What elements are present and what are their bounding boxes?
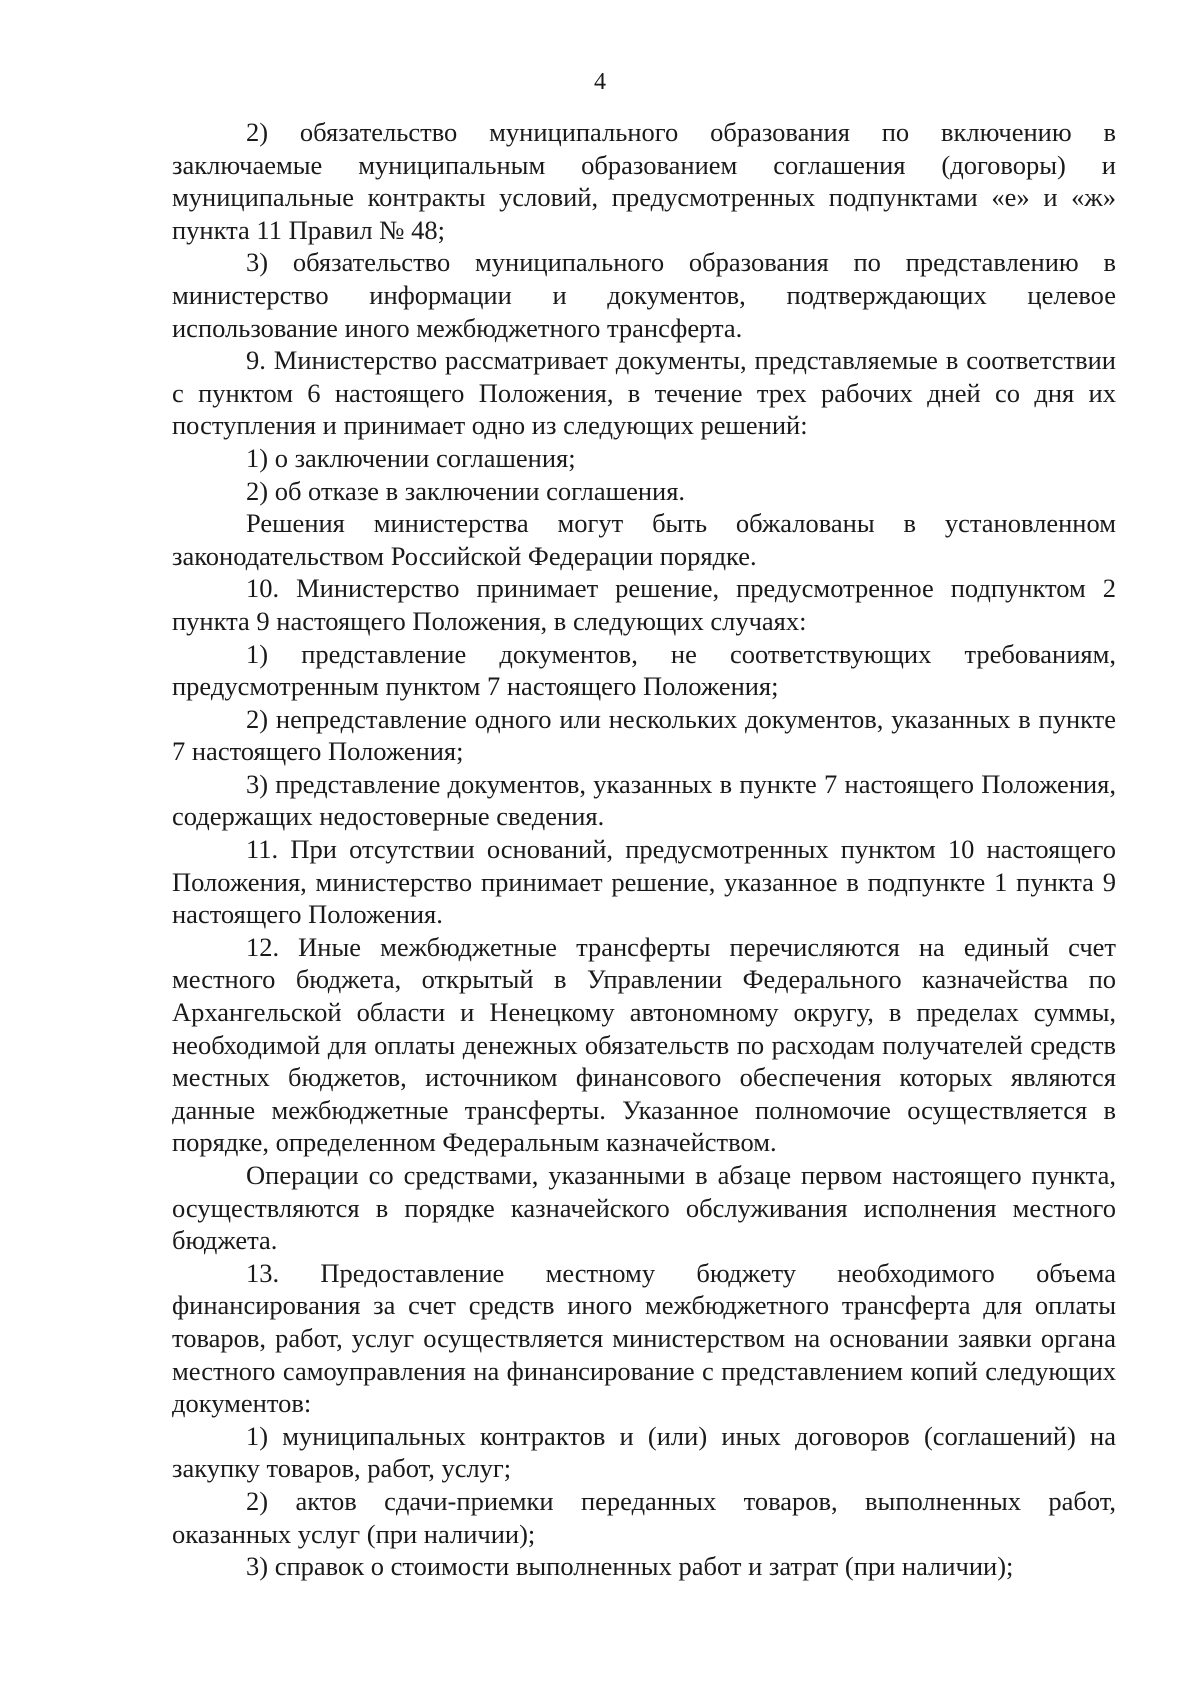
paragraph-clause-8-3: 3) обязательство муниципального образования по представлению в министерство информации и документов, подтверждающих целевое использование иного межбюджетного трансферта. <box>172 247 1116 343</box>
paragraph-appeal: Решения министерства могут быть обжалованы в установленном законодательством Российской Федерации порядке. <box>172 508 1116 571</box>
paragraph-clause-9: 9. Министерство рассматривает документы, представляемые в соответствии с пунктом 6 настоящего Положения, в течение трех рабочих дней со дня их поступления и принимает одно из следующих решений: <box>172 345 1116 441</box>
paragraph-clause-11: 11. При отсутствии оснований, предусмотренных пунктом 10 настоящего Положения, министерство принимает решение, указанное в подпункте 1 пункта 9 настоящего Положения. <box>172 834 1116 930</box>
paragraph-clause-12: 12. Иные межбюджетные трансферты перечисляются на единый счет местного бюджета, открытый в Управлении Федерального казначейства по Архангельской области и Ненецкому автономному округу, в пределах суммы, необходимой для оплаты денежных обязательств по расходам получателей средств местных бюджетов, источником финансового обеспечения которых являются данные межбюджетные трансферты. Указанное полномочие осуществляется в порядке, определенном Федеральным казначейством. <box>172 931 1116 1158</box>
paragraph-clause-12-operations: Операции со средствами, указанными в абзаце первом настоящего пункта, осуществляются в порядке казначейского обслуживания исполнения местного бюджета. <box>172 1160 1116 1256</box>
paragraph-clause-10-3: 3) представление документов, указанных в пункте 7 настоящего Положения, содержащих недостоверные сведения. <box>172 768 1116 832</box>
page-number: 4 <box>594 69 606 95</box>
document-body <box>172 116 1116 1583</box>
paragraph-clause-10: 10. Министерство принимает решение, предусмотренное подпунктом 2 пункта 9 настоящего Положения, в следующих случаях: <box>172 573 1116 636</box>
paragraph-clause-9-2: 2) об отказе в заключении соглашения. <box>246 475 686 506</box>
paragraph-clause-9-1: 1) о заключении соглашения; <box>246 442 576 473</box>
paragraph-clause-13: 13. Предоставление местному бюджету необходимого объема финансирования за счет средств иного межбюджетного трансферта для оплаты товаров, работ, услуг осуществляется министерством на основании заявки органа местного самоуправления на финансирование с представлением копий следующих документов: <box>172 1257 1116 1419</box>
paragraph-clause-13-2: 2) актов сдачи-приемки переданных товаров, выполненных работ, оказанных услуг (при наличии); <box>172 1485 1116 1549</box>
paragraph-clause-8-2: 2) обязательство муниципального образования по включению в заключаемые муниципальным образованием соглашения (договоры) и муниципальные контракты условий, предусмотренных подпунктами «е» и «ж» пункта 11 Правил № 48; <box>172 117 1116 245</box>
paragraph-clause-10-1: 1) представление документов, не соответствующих требованиям, предусмотренным пунктом 7 настоящего Положения; <box>172 638 1116 702</box>
paragraph-clause-13-1: 1) муниципальных контрактов и (или) иных договоров (соглашений) на закупку товаров, работ, услуг; <box>172 1420 1116 1484</box>
paragraph-clause-13-3: 3) справок о стоимости выполненных работ и затрат (при наличии); <box>246 1551 1014 1582</box>
paragraph-clause-10-2: 2) непредставление одного или нескольких документов, указанных в пункте 7 настоящего Положения; <box>172 703 1116 767</box>
